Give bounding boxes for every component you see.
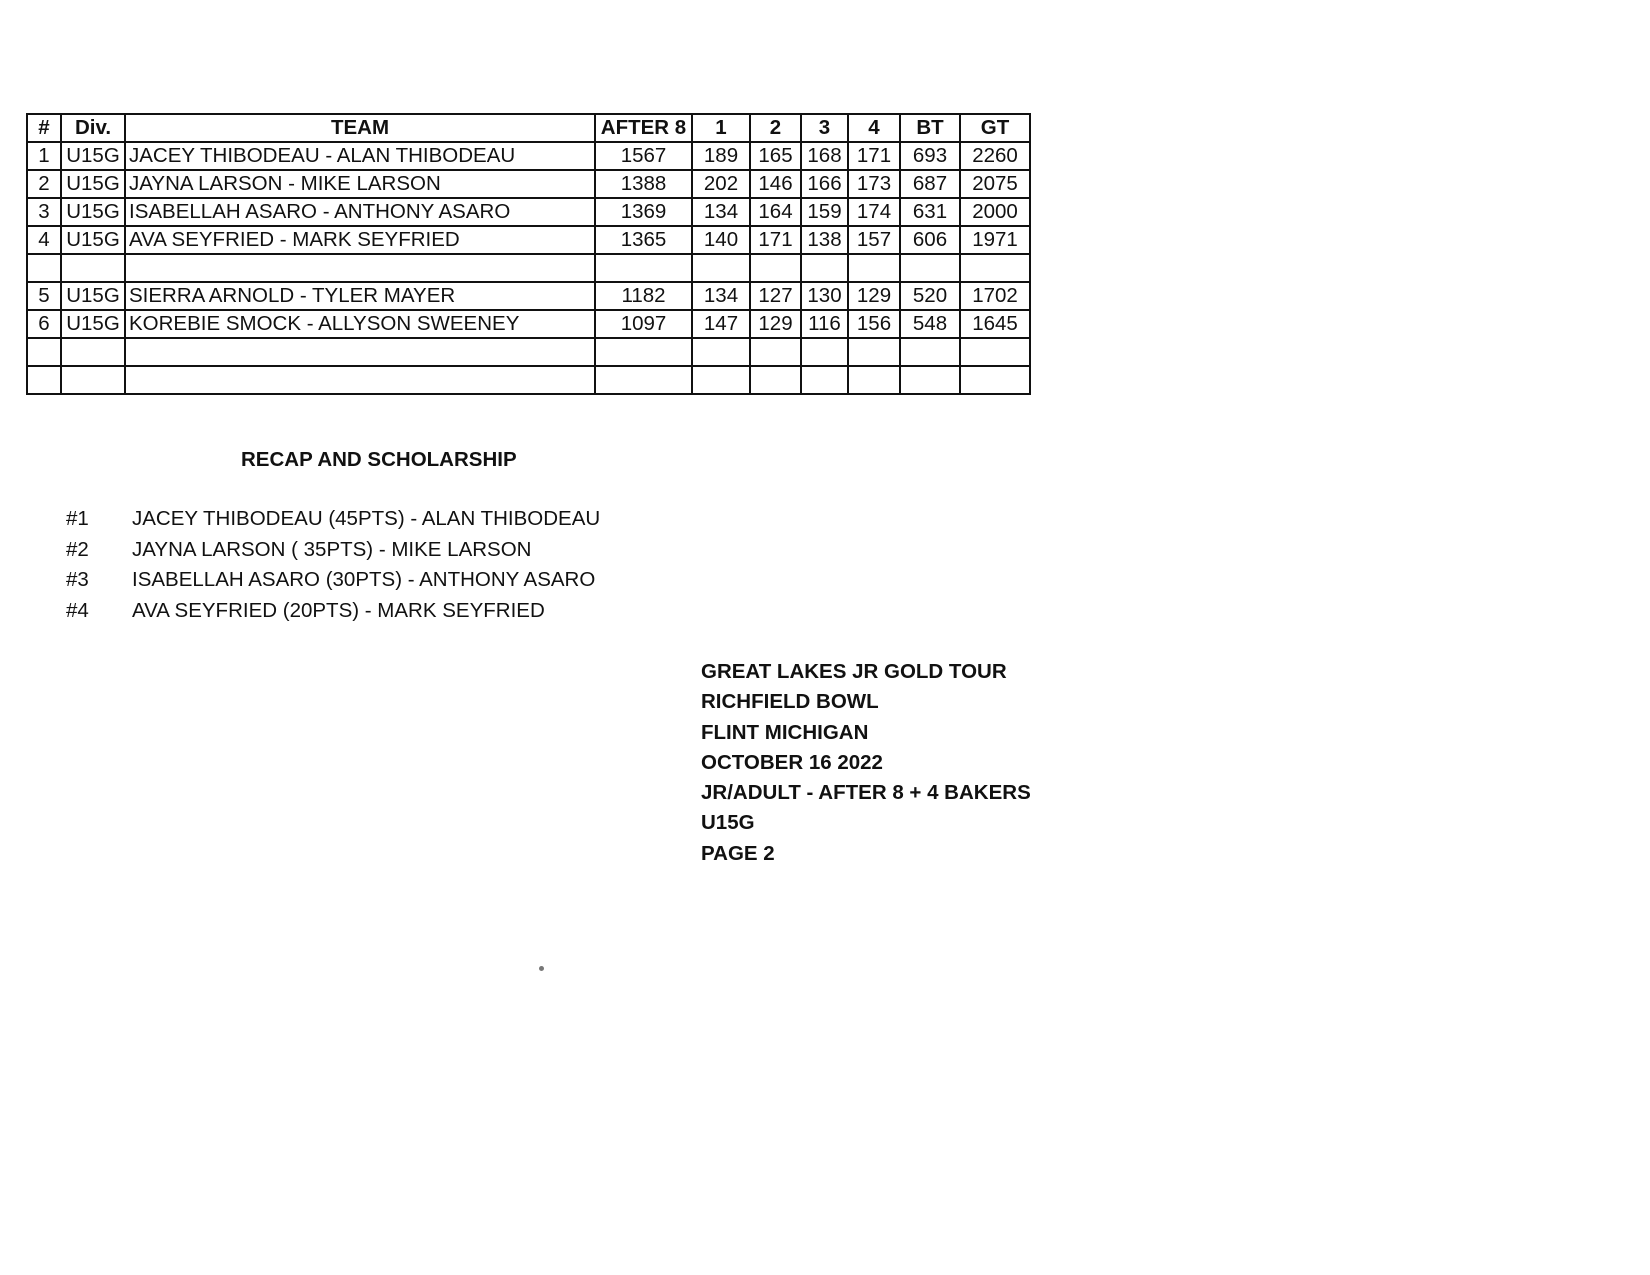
cell-bt: 520 [900, 282, 960, 310]
cell-game3: 138 [801, 226, 848, 254]
cell-game2: 146 [750, 170, 801, 198]
cell-bt [900, 366, 960, 394]
header-game2: 2 [750, 114, 801, 142]
cell-rank: 3 [27, 198, 61, 226]
cell-game2 [750, 254, 801, 282]
header-game4: 4 [848, 114, 900, 142]
cell-game3: 130 [801, 282, 848, 310]
cell-game1: 140 [692, 226, 750, 254]
cell-gt [960, 338, 1030, 366]
table-row [27, 142, 1030, 170]
results-table [26, 113, 1031, 395]
recap-rank: #3 [66, 568, 89, 591]
table-row [27, 338, 1030, 366]
cell-after8: 1365 [595, 226, 692, 254]
cell-game2 [750, 338, 801, 366]
cell-rank [27, 338, 61, 366]
header-team: TEAM [125, 114, 595, 142]
cell-game3 [801, 254, 848, 282]
cell-rank: 6 [27, 310, 61, 338]
cell-gt [960, 366, 1030, 394]
cell-after8: 1567 [595, 142, 692, 170]
cell-game3 [801, 338, 848, 366]
cell-gt: 2075 [960, 170, 1030, 198]
cell-game2: 129 [750, 310, 801, 338]
cell-bt [900, 254, 960, 282]
cell-rank: 4 [27, 226, 61, 254]
cell-team: KOREBIE SMOCK - ALLYSON SWEENEY [125, 310, 595, 338]
cell-after8: 1182 [595, 282, 692, 310]
cell-rank: 1 [27, 142, 61, 170]
cell-game4 [848, 338, 900, 366]
cell-game3: 166 [801, 170, 848, 198]
cell-bt: 606 [900, 226, 960, 254]
table-row [27, 170, 1030, 198]
cell-game3 [801, 366, 848, 394]
header-div: Div. [61, 114, 125, 142]
recap-item [66, 507, 686, 538]
cell-game1: 134 [692, 282, 750, 310]
cell-team: SIERRA ARNOLD - TYLER MAYER [125, 282, 595, 310]
cell-game4 [848, 254, 900, 282]
cell-gt: 1645 [960, 310, 1030, 338]
cell-after8: 1388 [595, 170, 692, 198]
cell-game4: 174 [848, 198, 900, 226]
recap-text: JAYNA LARSON ( 35PTS) - MIKE LARSON [132, 537, 532, 561]
cell-team: JACEY THIBODEAU - ALAN THIBODEAU [125, 142, 595, 170]
cell-bt: 693 [900, 142, 960, 170]
cell-game3: 168 [801, 142, 848, 170]
cell-game2: 171 [750, 226, 801, 254]
header-game3: 3 [801, 114, 848, 142]
table-row [27, 226, 1030, 254]
cell-after8: 1369 [595, 198, 692, 226]
cell-bt: 631 [900, 198, 960, 226]
header-bt: BT [900, 114, 960, 142]
cell-after8 [595, 254, 692, 282]
recap-text: ISABELLAH ASARO (30PTS) - ANTHONY ASARO [132, 568, 596, 591]
cell-game1: 147 [692, 310, 750, 338]
cell-rank [27, 366, 61, 394]
table-row [27, 366, 1030, 394]
event-info-line: PAGE 2 [701, 841, 775, 865]
cell-game2: 165 [750, 142, 801, 170]
cell-div: U15G [61, 170, 125, 198]
event-info-line: JR/ADULT - AFTER 8 + 4 BAKERS [701, 781, 1031, 805]
recap-item [66, 599, 686, 630]
cell-gt: 2000 [960, 198, 1030, 226]
cell-div: U15G [61, 142, 125, 170]
cell-game1: 134 [692, 198, 750, 226]
cell-gt: 1702 [960, 282, 1030, 310]
event-info-block [701, 657, 1031, 869]
table-row [27, 254, 1030, 282]
cell-after8: 1097 [595, 310, 692, 338]
cell-div: U15G [61, 310, 125, 338]
cell-gt: 2260 [960, 142, 1030, 170]
recap-list [66, 507, 686, 629]
cell-game4: 157 [848, 226, 900, 254]
event-info-line: GREAT LAKES JR GOLD TOUR [701, 660, 1007, 683]
cell-div: U15G [61, 282, 125, 310]
header-game1: 1 [692, 114, 750, 142]
recap-item [66, 538, 686, 569]
recap-rank: #1 [66, 507, 89, 530]
cell-game4: 173 [848, 170, 900, 198]
header-gt: GT [960, 114, 1030, 142]
cell-div [61, 366, 125, 394]
scan-speck [539, 966, 544, 971]
cell-div [61, 254, 125, 282]
cell-game3: 159 [801, 198, 848, 226]
cell-gt: 1971 [960, 226, 1030, 254]
cell-div: U15G [61, 198, 125, 226]
recap-text: AVA SEYFRIED (20PTS) - MARK SEYFRIED [132, 598, 545, 622]
cell-bt [900, 338, 960, 366]
cell-team: ISABELLAH ASARO - ANTHONY ASARO [125, 198, 595, 226]
header-after8: AFTER 8 [595, 114, 692, 142]
event-info-line: U15G [701, 811, 755, 835]
cell-game2: 164 [750, 198, 801, 226]
cell-game4: 156 [848, 310, 900, 338]
cell-game1: 189 [692, 142, 750, 170]
cell-team [125, 254, 595, 282]
cell-div [61, 338, 125, 366]
event-info-line: FLINT MICHIGAN [701, 720, 869, 744]
cell-after8 [595, 366, 692, 394]
cell-game2: 127 [750, 282, 801, 310]
cell-team [125, 338, 595, 366]
recap-title: RECAP AND SCHOLARSHIP [241, 448, 517, 471]
cell-game2 [750, 366, 801, 394]
cell-game4: 129 [848, 282, 900, 310]
event-info-line: OCTOBER 16 2022 [701, 750, 883, 774]
cell-game1 [692, 338, 750, 366]
cell-div: U15G [61, 226, 125, 254]
recap-item [66, 568, 686, 599]
table-row [27, 310, 1030, 338]
cell-game1: 202 [692, 170, 750, 198]
cell-team: JAYNA LARSON - MIKE LARSON [125, 170, 595, 198]
header-rank: # [27, 114, 61, 142]
recap-rank: #2 [66, 537, 89, 561]
cell-bt: 548 [900, 310, 960, 338]
cell-gt [960, 254, 1030, 282]
table-header-row [27, 114, 1030, 142]
cell-game1 [692, 366, 750, 394]
cell-bt: 687 [900, 170, 960, 198]
cell-rank [27, 254, 61, 282]
cell-rank: 2 [27, 170, 61, 198]
event-info-line: RICHFIELD BOWL [701, 690, 879, 714]
table-row [27, 198, 1030, 226]
cell-team [125, 366, 595, 394]
cell-game4: 171 [848, 142, 900, 170]
cell-rank: 5 [27, 282, 61, 310]
table-row [27, 282, 1030, 310]
cell-game3: 116 [801, 310, 848, 338]
cell-team: AVA SEYFRIED - MARK SEYFRIED [125, 226, 595, 254]
recap-text: JACEY THIBODEAU (45PTS) - ALAN THIBODEAU [132, 507, 601, 530]
cell-after8 [595, 338, 692, 366]
cell-game1 [692, 254, 750, 282]
cell-game4 [848, 366, 900, 394]
recap-rank: #4 [66, 598, 89, 622]
